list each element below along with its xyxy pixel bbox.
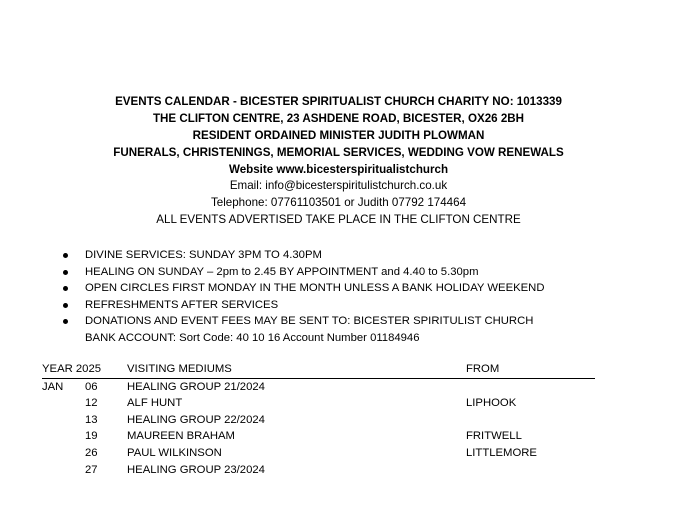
bullet-text: HEALING ON SUNDAY – 2pm to 2.45 BY APPOINTMENT and 4.40 to 5.30pm <box>85 265 479 278</box>
day-cell: 13 <box>85 413 98 426</box>
mediums-header: VISITING MEDIUMS <box>127 363 232 375</box>
from-cell: LITTLEMORE <box>466 446 537 459</box>
header-line: Email: info@bicesterspiritulistchurch.co.uk <box>229 179 448 193</box>
day-cell: 06 <box>85 380 98 393</box>
bullet-dot-icon <box>63 286 68 291</box>
header-line: RESIDENT ORDAINED MINISTER JUDITH PLOWMAN <box>192 128 485 142</box>
header-line: Website www.bicesterspiritualistchurch <box>228 162 449 176</box>
bullet-dot-icon <box>63 270 68 275</box>
bullet-subtext: BANK ACCOUNT: Sort Code: 40 10 16 Account Number 01184946 <box>85 331 420 344</box>
table-header-row <box>42 361 595 379</box>
events-table <box>42 361 595 478</box>
medium-cell: HEALING GROUP 22/2024 <box>127 413 265 426</box>
header-line: FUNERALS, CHRISTENINGS, MEMORIAL SERVICES, WEDDING VOW RENEWALS <box>113 145 564 159</box>
medium-cell: HEALING GROUP 21/2024 <box>127 380 265 393</box>
table-row <box>42 462 595 479</box>
bullet-item <box>60 247 545 264</box>
table-row <box>42 428 595 445</box>
bullet-text: DIVINE SERVICES: SUNDAY 3PM TO 4.30PM <box>85 249 322 261</box>
medium-cell: PAUL WILKINSON <box>127 446 222 459</box>
year-header: YEAR 2025 <box>42 363 102 375</box>
day-cell: 12 <box>85 397 98 410</box>
header-line: ALL EVENTS ADVERTISED TAKE PLACE IN THE CLIFTON CENTRE <box>156 213 521 227</box>
day-cell: 27 <box>85 463 98 476</box>
table-row <box>42 445 595 462</box>
month-cell: JAN <box>42 380 64 393</box>
info-bullet-list <box>60 247 545 347</box>
bullet-dot-icon <box>63 319 68 324</box>
header-line: THE CLIFTON CENTRE, 23 ASHDENE ROAD, BICESTER, OX26 2BH <box>152 111 525 125</box>
document-header <box>0 94 677 229</box>
bullet-item <box>60 313 545 346</box>
medium-cell: ALF HUNT <box>127 397 183 410</box>
bullet-item <box>60 280 545 297</box>
from-header: FROM <box>466 363 500 375</box>
table-row <box>42 412 595 429</box>
day-cell: 26 <box>85 446 98 459</box>
medium-cell: HEALING GROUP 23/2024 <box>127 463 265 476</box>
bullet-text: OPEN CIRCLES FIRST MONDAY IN THE MONTH UNLESS A BANK HOLIDAY WEEKEND <box>85 282 545 295</box>
table-row <box>42 379 595 396</box>
bullet-item <box>60 264 545 281</box>
bullet-text: REFRESHMENTS AFTER SERVICES <box>85 298 279 311</box>
bullet-dot-icon <box>63 253 68 258</box>
table-body <box>42 379 595 479</box>
medium-cell: MAUREEN BRAHAM <box>127 430 235 443</box>
from-cell: LIPHOOK <box>466 397 517 410</box>
day-cell: 19 <box>85 430 98 443</box>
bullet-dot-icon <box>63 303 68 308</box>
from-cell: FRITWELL <box>466 430 522 443</box>
bullet-text: DONATIONS AND EVENT FEES MAY BE SENT TO: BICESTER SPIRITULIST CHURCH <box>85 315 534 328</box>
header-line: Telephone: 07761103501 or Judith 07792 174464 <box>210 196 467 210</box>
bullet-item <box>60 297 545 314</box>
table-row <box>42 395 595 412</box>
header-line: EVENTS CALENDAR - BICESTER SPIRITUALIST CHURCH CHARITY NO: 1013339 <box>115 95 562 108</box>
